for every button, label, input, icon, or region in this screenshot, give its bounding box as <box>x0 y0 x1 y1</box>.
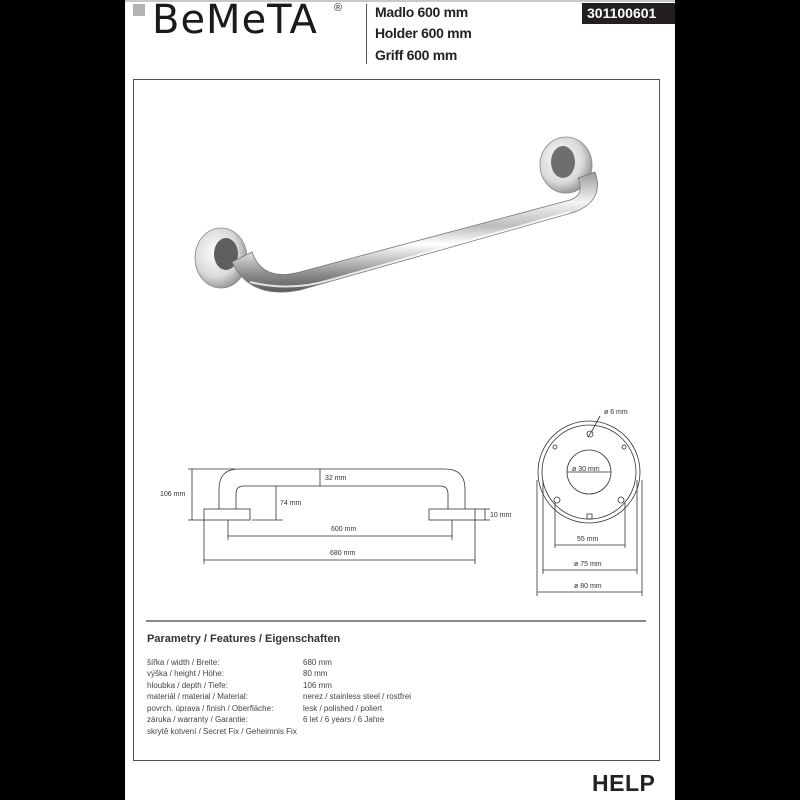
param-label: skrytě kotvení / Secret Fix / Geheimnis Fix <box>147 727 297 736</box>
param-value: 106 mm <box>303 681 332 690</box>
param-label: povrch. úprava / finish / Oberfläche: <box>147 704 274 713</box>
brand-logo: BeMeTA <box>152 0 318 43</box>
parameters-title: Parametry / Features / Eigenschaften <box>147 633 341 645</box>
dim-55: 55 mm <box>577 536 599 543</box>
title-cz: Madlo 600 mm <box>375 4 468 20</box>
dim-32: 32 mm <box>325 475 347 482</box>
registered-mark: ® <box>334 2 343 14</box>
param-value: 80 mm <box>303 669 328 678</box>
help-label: HELP <box>592 770 656 796</box>
param-value: lesk / polished / poliert <box>303 704 383 713</box>
param-value: nerez / stainless steel / rostfrei <box>303 692 412 701</box>
dim-600: 600 mm <box>331 526 357 533</box>
param-value: 6 let / 6 years / 6 Jahre <box>303 715 385 724</box>
dim-106: 106 mm <box>160 491 186 498</box>
param-label: materiál / material / Material: <box>147 692 248 701</box>
param-value: 680 mm <box>303 658 332 667</box>
param-label: výška / height / Höhe: <box>147 669 224 678</box>
title-en: Holder 600 mm <box>375 25 472 41</box>
param-label: záruka / warranty / Garantie: <box>147 715 248 724</box>
dim-80: ø 80 mm <box>574 583 602 590</box>
dim-screw: ø 6 mm <box>604 409 628 416</box>
product-code-badge: 301100601 <box>582 3 675 24</box>
dim-hole: ø 30 mm <box>572 466 600 473</box>
section-divider <box>146 620 646 622</box>
dim-680: 680 mm <box>330 550 356 557</box>
dim-10: 10 mm <box>490 512 512 519</box>
dim-74: 74 mm <box>280 500 302 507</box>
title-de: Griff 600 mm <box>375 47 457 63</box>
param-label: šířka / width / Breite: <box>147 658 220 667</box>
dim-75: ø 75 mm <box>574 561 602 568</box>
param-label: hloubka / depth / Tiefe: <box>147 681 228 690</box>
